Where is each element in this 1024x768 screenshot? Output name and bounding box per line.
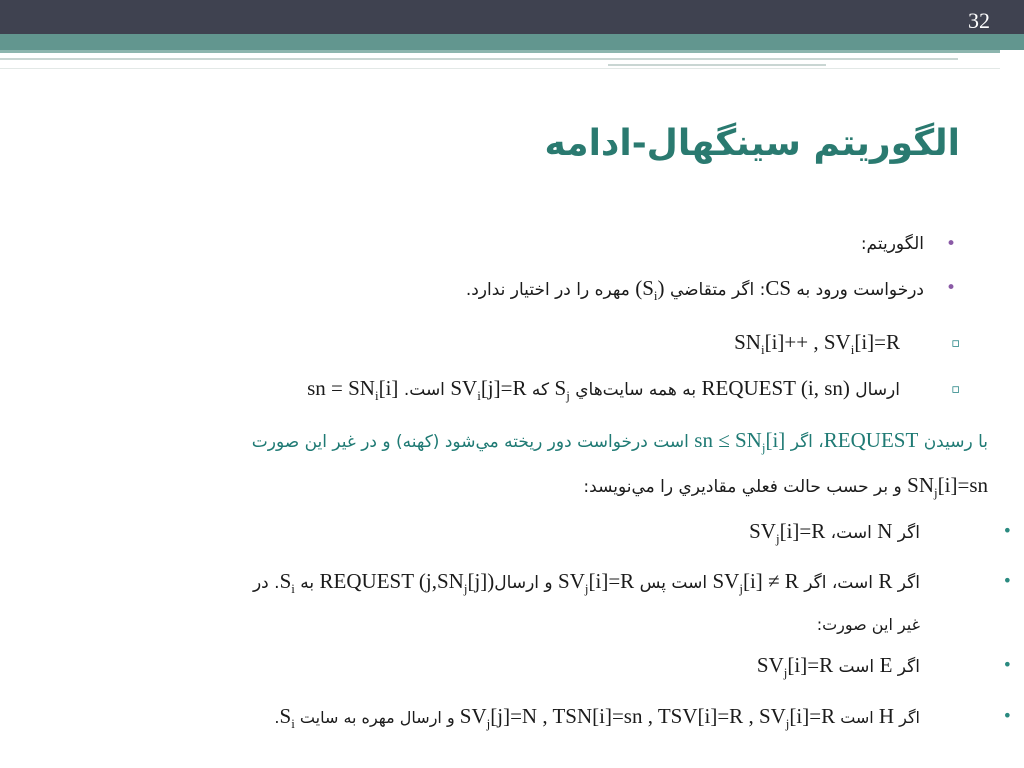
sv-assign-term: $SV_j[i]=R$ (749, 518, 826, 547)
text-part: اگر (897, 573, 920, 594)
text-part: و ارسال (494, 573, 553, 594)
bullet-icon: • (945, 278, 956, 298)
header-divider-line-short (608, 64, 826, 66)
sv-assign-term: $SV_j[i]=R$ (558, 569, 635, 597)
header-band-accent (0, 50, 1000, 53)
bullet-icon: • (1002, 520, 1012, 540)
slide-body (26, 225, 1012, 743)
text-part: به همه سايت‌هاي (575, 380, 697, 401)
bullet-line-cs-request (26, 269, 956, 315)
bullet-icon: • (1002, 571, 1012, 591)
paragraph-writes-values (26, 466, 988, 512)
line-text: غير اين صورت: (816, 615, 920, 635)
sj-term: $S_j$ (554, 376, 570, 404)
bullet-icon: • (1002, 705, 1012, 725)
text-part: و ارسال مهره به سايت (299, 707, 455, 727)
condition-term: $SV_j[i] \ne R$ (712, 569, 799, 597)
sub-bullet-send-request (26, 369, 960, 415)
text-part: : اگر متقاضي (669, 280, 766, 300)
text-part: است (838, 657, 875, 678)
text-part: مهره را در اختيار ندارد. (465, 280, 630, 300)
state-e: E (879, 653, 893, 678)
state-n: N (877, 518, 893, 543)
sv-assign-term: $SV_j[i]=R$ (756, 653, 834, 681)
state-r: R (878, 569, 893, 594)
text-part: درخواست ورود به (796, 280, 924, 300)
line-text: الگوريتم: (860, 234, 924, 254)
text-part: است. (403, 380, 445, 401)
bullet-icon: • (1002, 655, 1012, 675)
text-part: اگر (899, 707, 920, 727)
square-bullet-icon: ▫ (951, 382, 960, 398)
text-part: است (840, 707, 874, 727)
case-bullet-n (26, 512, 1012, 558)
slide-title: الگوريتم سينگهال-ادامه (544, 123, 960, 164)
header-band-teal (0, 34, 1024, 50)
text-part: است درخواست دور ريخته مي‌شود (کهنه) و در غير اين صورت (251, 431, 689, 452)
sub-bullet-increment (26, 323, 960, 369)
si-term: $(S_i)$ (635, 276, 665, 304)
request-term: REQUEST (823, 427, 919, 452)
si-term: $S_i$ (279, 703, 295, 731)
case-continuation (26, 608, 984, 642)
text-part: . در (252, 573, 280, 594)
square-bullet-icon: ▫ (951, 336, 960, 352)
case-bullet-r (26, 562, 1012, 608)
request-term: REQUEST $(j,SN_j[j])$ (319, 569, 495, 597)
text-part: با رسيدن (923, 431, 988, 452)
bullet-icon: • (945, 234, 956, 254)
sn-assign-term: $SN_j[i]=sn$ (907, 472, 988, 500)
case-bullet-e (26, 646, 1012, 692)
text-part: ارسال (855, 380, 900, 401)
slide-number: 32 (968, 8, 990, 33)
case-bullet-h (26, 697, 1012, 743)
sv-term: $SV_i[j]=R$ (450, 376, 527, 404)
token-transfer-formula: $SV_j[j]=N$ , TSN[i]=sn , TSV[i]=R , $SV_j[i]=R$ (459, 703, 836, 731)
text-part: است، اگر (804, 573, 873, 594)
text-part: است پس (639, 573, 708, 594)
state-h: H (878, 703, 895, 728)
paragraph-on-receive (26, 422, 988, 466)
text-part: به (300, 573, 315, 594)
text-part: اگر (897, 522, 920, 543)
text-part: ، اگر (790, 431, 824, 452)
header-band-dark (0, 0, 1024, 34)
cs-term: CS (765, 276, 791, 300)
text-part: . (274, 707, 280, 727)
bullet-line-algorithm (26, 225, 956, 263)
condition-term: sn ≤ $SN_j[i]$ (694, 427, 786, 455)
request-term: REQUEST (i, sn) (701, 376, 850, 401)
text-part: که (531, 380, 550, 401)
sn-term: sn = $SN_i[i]$ (307, 376, 399, 404)
text-part: است، (830, 522, 872, 543)
header-divider-line (0, 58, 958, 60)
header-divider-line-faint (0, 68, 1000, 69)
formula-increment: $SN_i[i]++$ , $SV_i[i]=R$ (734, 330, 900, 358)
text-part: اگر (897, 657, 920, 678)
si-term: $S_i$ (279, 569, 295, 597)
text-part: و بر حسب حالت فعلي مقاديري را مي‌نويسد: (583, 476, 902, 497)
